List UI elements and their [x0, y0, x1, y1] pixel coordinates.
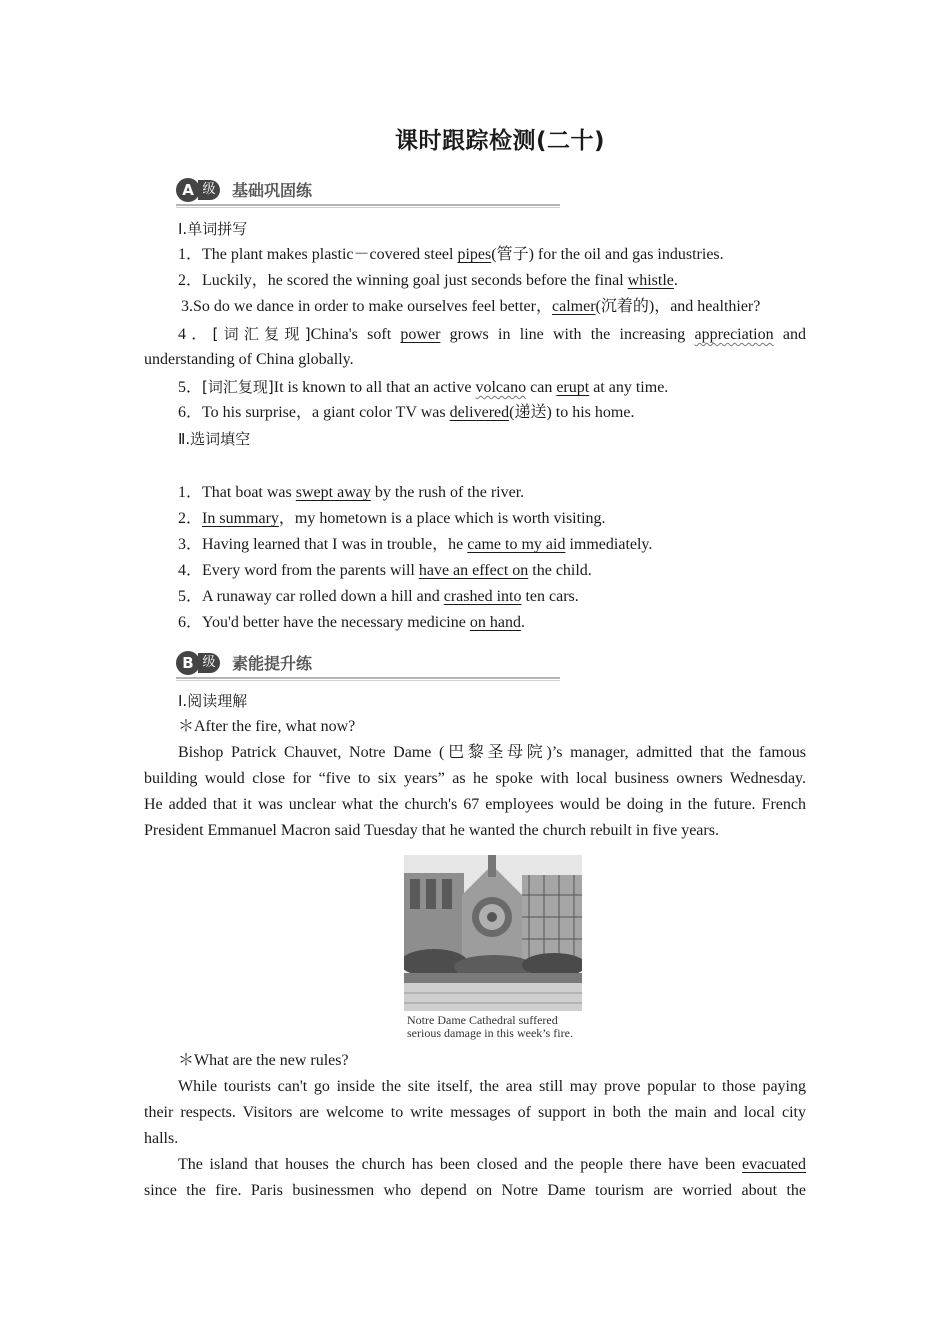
level-a-rule: [176, 204, 560, 206]
photo-caption-line-1: Notre Dame Cathedral suffered: [407, 1013, 558, 1027]
q2-answer: whistle: [627, 272, 674, 289]
q1-text: 1．The plant makes plastic－covered steel: [178, 246, 458, 263]
q5-answer-1: volcano: [475, 379, 527, 396]
reading-subheading-1: ＊After the fire, what now?: [178, 718, 356, 735]
section-spelling-heading: Ⅰ.单词拼写: [178, 220, 248, 238]
fill-1-tail: by the rush of the river.: [370, 484, 525, 501]
fill-item-4: [178, 561, 592, 581]
q6-answer: delivered: [449, 404, 510, 421]
q4-number: 4．: [178, 326, 213, 343]
section-fill-heading: Ⅱ.选词填空: [178, 430, 251, 448]
q4-text: China's soft: [310, 326, 401, 343]
fill-6-text: 6．You'd better have the necessary medicine: [178, 614, 470, 631]
q3-answer: calmer: [552, 298, 596, 315]
q5-number: 5．: [178, 379, 203, 396]
q4-tag: [词汇复现]: [212, 325, 311, 343]
q5-mid: can: [526, 379, 557, 396]
q5-tag: [词汇复现]: [202, 378, 274, 396]
fill-3-tail: immediately.: [565, 536, 653, 553]
question-3: [181, 297, 760, 317]
question-6: [178, 403, 634, 423]
level-b-rule: [176, 677, 560, 679]
level-a-letter: A: [176, 178, 200, 202]
fill-4-text: 4．Every word from the parents will: [178, 562, 419, 579]
fill-5-text: 5．A runaway car rolled down a hill and: [178, 588, 444, 605]
fill-item-3: [178, 535, 652, 555]
question-4-continued: understanding of China globally.: [144, 351, 354, 368]
q3-tail: (沉着的)，and healthier?: [595, 298, 761, 315]
photo-caption-line-2: serious damage in this week’s fire.: [407, 1026, 573, 1040]
level-a-ji: 级: [198, 180, 220, 200]
paragraph-3-line-2: since the fire. Paris businessmen who depend on Notre Dame tourism are worried about the: [144, 1182, 806, 1199]
q3-text: 3.So do we dance in order to make ourselves feel better，: [181, 298, 552, 315]
question-1: [178, 245, 724, 265]
fill-item-2: [178, 509, 606, 529]
paragraph-2-line-2: their respects. Visitors are welcome to write messages of support in both the main and local city: [144, 1104, 806, 1121]
question-4: [178, 324, 806, 345]
q5-tail: at any time.: [589, 379, 669, 396]
q6-text: 6．To his surprise，a giant color TV was: [178, 404, 450, 421]
q2-tail: .: [673, 272, 678, 289]
paragraph-1-line-3: He added that it was unclear what the church's 67 employees would be doing in the future. French: [144, 796, 806, 813]
section-reading-heading: Ⅰ.阅读理解: [178, 692, 248, 710]
fill-1-answer: swept away: [295, 484, 371, 501]
q5-answer-2: erupt: [556, 379, 590, 396]
fill-4-answer: have an effect on: [418, 562, 529, 579]
q1-tail: (管子) for the oil and gas industries.: [491, 246, 724, 263]
q2-text: 2．Luckily，he scored the winning goal just seconds before the final: [178, 272, 628, 289]
fill-1-text: 1．That boat was: [178, 484, 296, 501]
fill-5-answer: crashed into: [443, 588, 522, 605]
paragraph-1-line-2: building would close for “five to six years” as he spoke with local business owners Wednesday.: [144, 770, 806, 787]
paragraph-3-underlined-word: evacuated: [742, 1156, 806, 1173]
q4-tail: and: [773, 326, 806, 343]
fill-3-text: 3．Having learned that I was in trouble，he: [178, 536, 468, 553]
page-title: 课时跟踪检测(二十): [394, 128, 606, 154]
question-2: [178, 271, 678, 291]
q5-text: It is known to all that an active: [273, 379, 476, 396]
level-b-ji: 级: [198, 653, 220, 673]
level-b-header: [176, 649, 560, 679]
level-b-rule-thin: [176, 680, 560, 681]
fill-3-answer: came to my aid: [467, 536, 566, 553]
q4-answer-1: power: [400, 326, 441, 343]
fill-item-1: [178, 483, 524, 503]
paragraph-2-line-1: While tourists can't go inside the site itself, the area still may prove popular to those paying: [178, 1078, 806, 1095]
question-5: [178, 377, 668, 398]
paragraph-1-line-1: Bishop Patrick Chauvet, Notre Dame (巴黎圣母院)’s manager, admitted that the famous: [178, 744, 806, 761]
fill-4-tail: the child.: [528, 562, 592, 579]
level-b-heading: 素能提升练: [232, 654, 313, 673]
level-a-header: [176, 176, 560, 206]
notre-dame-photo: [404, 855, 582, 1011]
level-b-letter: B: [176, 651, 200, 675]
fill-2-text: 2．: [178, 510, 203, 527]
reading-subheading-2: ＊What are the new rules?: [178, 1052, 349, 1069]
level-a-badge: [176, 178, 220, 202]
fill-2-answer: In summary: [202, 510, 279, 527]
fill-5-tail: ten cars.: [521, 588, 579, 605]
fill-item-6: [178, 613, 525, 633]
q1-answer: pipes: [457, 246, 492, 263]
fill-2-tail: ，my hometown is a place which is worth visiting.: [278, 510, 606, 527]
level-a-heading: 基础巩固练: [232, 181, 313, 200]
fill-6-tail: .: [520, 614, 525, 631]
paragraph-1-line-4: President Emmanuel Macron said Tuesday that he wanted the church rebuilt in five years.: [144, 822, 719, 839]
paragraph-3-line-1: [178, 1155, 806, 1175]
q4-answer-2: appreciation: [694, 326, 774, 343]
notre-dame-image: [404, 855, 582, 1011]
q6-tail: (递送) to his home.: [509, 404, 635, 421]
paragraph-3-text: The island that houses the church has been closed and the people there have been: [178, 1156, 743, 1173]
fill-item-5: [178, 587, 579, 607]
level-b-badge: [176, 651, 220, 675]
paragraph-2-line-3: halls.: [144, 1130, 179, 1147]
q4-mid: grows in line with the increasing: [440, 326, 695, 343]
fill-6-answer: on hand: [469, 614, 521, 631]
level-a-rule-thin: [176, 207, 560, 208]
